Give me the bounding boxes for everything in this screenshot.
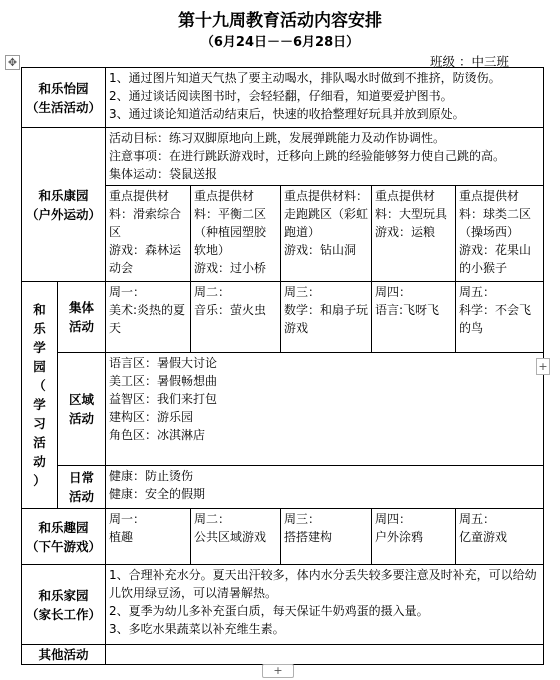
life-line: 1、通过图片知道天气热了要主动喝水，排队喝水时做到不推挤，防烫伤。 [109,71,501,85]
afternoon-day-fri: 周五： 亿童游戏 [456,509,544,565]
afternoon-day-tue: 周二： 公共区域游戏 [191,509,281,565]
schedule-table [21,67,544,665]
group-day-mon: 周一： 美术:炎热的夏天 [106,282,191,353]
parents-line: 2、夏季为幼儿多补充蛋白质，每天保证牛奶鸡蛋的摄入量。 [109,604,429,618]
group-day-thu: 周四： 语言:飞呀飞 [372,282,456,353]
afternoon-day-thu: 周四： 户外涂鸦 [372,509,456,565]
class-info: 班级 ：中三班 [430,54,509,69]
area-line: 益智区：我们来打包 [109,392,218,406]
outdoor-goal: 活动目标：练习双脚原地向上跳，发展弹跳能力及动作协调性。 [109,131,446,145]
afternoon-day-mon: 周一： 植趣 [106,509,191,565]
group-day-wed: 周三： 数学：和扇子玩游戏 [281,282,372,353]
area-line: 美工区：暑假畅想曲 [109,374,218,388]
afternoon-day-wed: 周三： 搭搭建构 [281,509,372,565]
life-line: 3、通过谈论知道活动结束后，快速的收拾整理好玩具并放到原处。 [109,107,465,121]
area-activity-label: 区域 活动 [58,353,106,466]
daily-line: 健康：防止烫伤 [109,469,194,483]
area-content [106,353,544,466]
outdoor-zone-1: 重点提供材料：滑索综合区 游戏：森林运动会 [106,186,191,282]
daily-content [106,466,544,509]
outdoor-zone-2: 重点提供材料：平衡二区（种植园塑胶软地） 游戏：过小桥 [191,186,281,282]
life-line: 2、通过谈话阅读图书时，会轻轻翻，仔细看，知道要爱护图书。 [109,89,453,103]
other-section-label: 其他活动 [22,645,106,665]
parents-content [106,565,544,645]
area-line: 角色区：冰淇淋店 [109,428,206,442]
life-content [106,68,544,128]
document-title: 第十九周教育活动内容安排 [178,11,382,31]
parents-section-label: 和乐家园 （家长工作） [22,565,106,645]
daily-activity-label: 日常 活动 [58,466,106,509]
outdoor-note: 注意事项：在进行跳跃游戏时，迁移向上跳的经验能够努力使自己跳的高。 [109,149,506,163]
move-handle-icon[interactable]: ✥ [5,55,20,70]
outdoor-group: 集体运动：袋鼠送报 [109,167,218,181]
group-day-fri: 周五： 科学：不会飞的鸟 [456,282,544,353]
outdoor-content [106,128,544,186]
parents-line: 1、合理补充水分。夏天出汗较多，体内水分丢失较多要注意及时补充，可以给幼儿饮用绿豆汤，可以清暑解热。 [109,568,537,600]
add-column-plus-icon[interactable]: + [536,358,550,375]
daily-line: 健康：安全的假期 [109,487,206,501]
life-section-label: 和乐怡园 （生活活动） [22,68,106,128]
date-range: （6月24日－－6月28日） [200,35,360,50]
outdoor-zone-3: 重点提供材料：走跑跳区（彩虹跑道） 游戏：钻山洞 [281,186,372,282]
learning-section-label: 和 乐 学 园 （ 学 习 活 动 ） [22,282,58,509]
outdoor-zone-4: 重点提供材料：大型玩具 游戏：运粮 [372,186,456,282]
afternoon-section-label: 和乐趣园 （下午游戏） [22,509,106,565]
outdoor-section-label: 和乐康园 （户外运动） [22,128,106,282]
add-row-plus-icon[interactable]: + [262,664,294,678]
other-content [106,645,544,665]
group-activity-label: 集体 活动 [58,282,106,353]
area-line: 建构区：游乐园 [109,410,194,424]
group-day-tue: 周二： 音乐：萤火虫 [191,282,281,353]
outdoor-zone-5: 重点提供材料：球类二区（操场西） 游戏：花果山的小猴子 [456,186,544,282]
area-line: 语言区：暑假大讨论 [109,356,218,370]
parents-line: 3、多吃水果蔬菜以补充维生素。 [109,622,285,636]
